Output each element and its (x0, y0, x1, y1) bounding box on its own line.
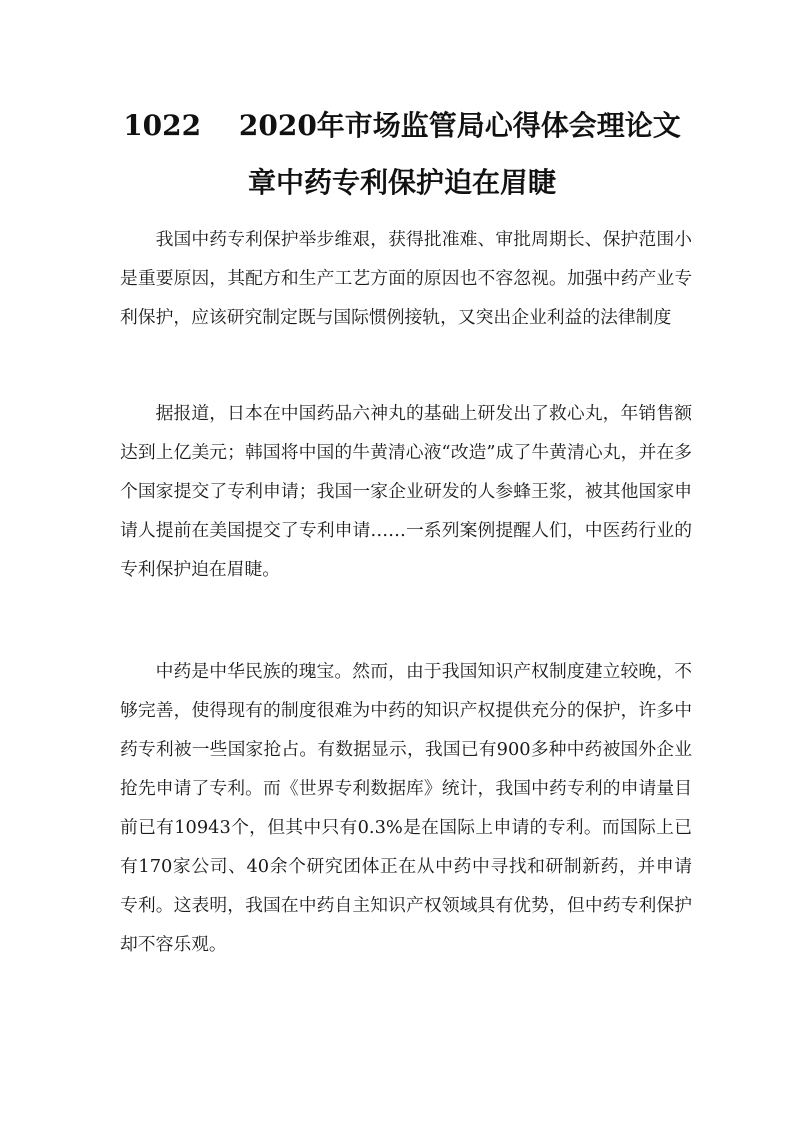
body-paragraph-1: 我国中药专利保护举步维艰，获得批准难、审批周期长、保护范围小是重要原因，其配方和生产工艺方面的原因也不容忽视。加强中药产业专利保护，应该研究制定既与国际惯例接轨，又突出企业利益的法律制度 (120, 229, 692, 328)
body-paragraph-3: 中药是中华民族的瑰宝。然而，由于我国知识产权制度建立较晚，不够完善，使得现有的制度很难为中药的知识产权提供充分的保护，许多中药专利被一些国家抢占。有数据显示，我国已有900多种中药被国外企业抢先申请了专利。而《世界专利数据库》统计，我国中药专利的申请量目前已有10943个，但其中只有0.3%是在国际上申请的专利。而国际上已有170家公司、40余个研究团体正在从中药中寻找和研制新药，并申请专利。这表明，我国在中药自主知识产权领域具有优势，但中药专利保护却不容乐观。 (120, 661, 692, 955)
body-paragraph-2: 据报道，日本在中国药品六神丸的基础上研发出了救心丸，年销售额达到上亿美元；韩国将中国的牛黄清心液“改造”成了牛黄清心丸，并在多个国家提交了专利申请；我国一家企业研发的人参蜂王浆，被其他国家申请人提前在美国提交了专利申请……一系列案例提醒人们，中医药行业的专利保护迫在眉睫。 (120, 403, 692, 580)
document-title-line-2: 章中药专利保护迫在眉睫 (247, 166, 556, 199)
document-title-line-1: 1022 2020年市场监管局心得体会理论文 (123, 109, 681, 142)
